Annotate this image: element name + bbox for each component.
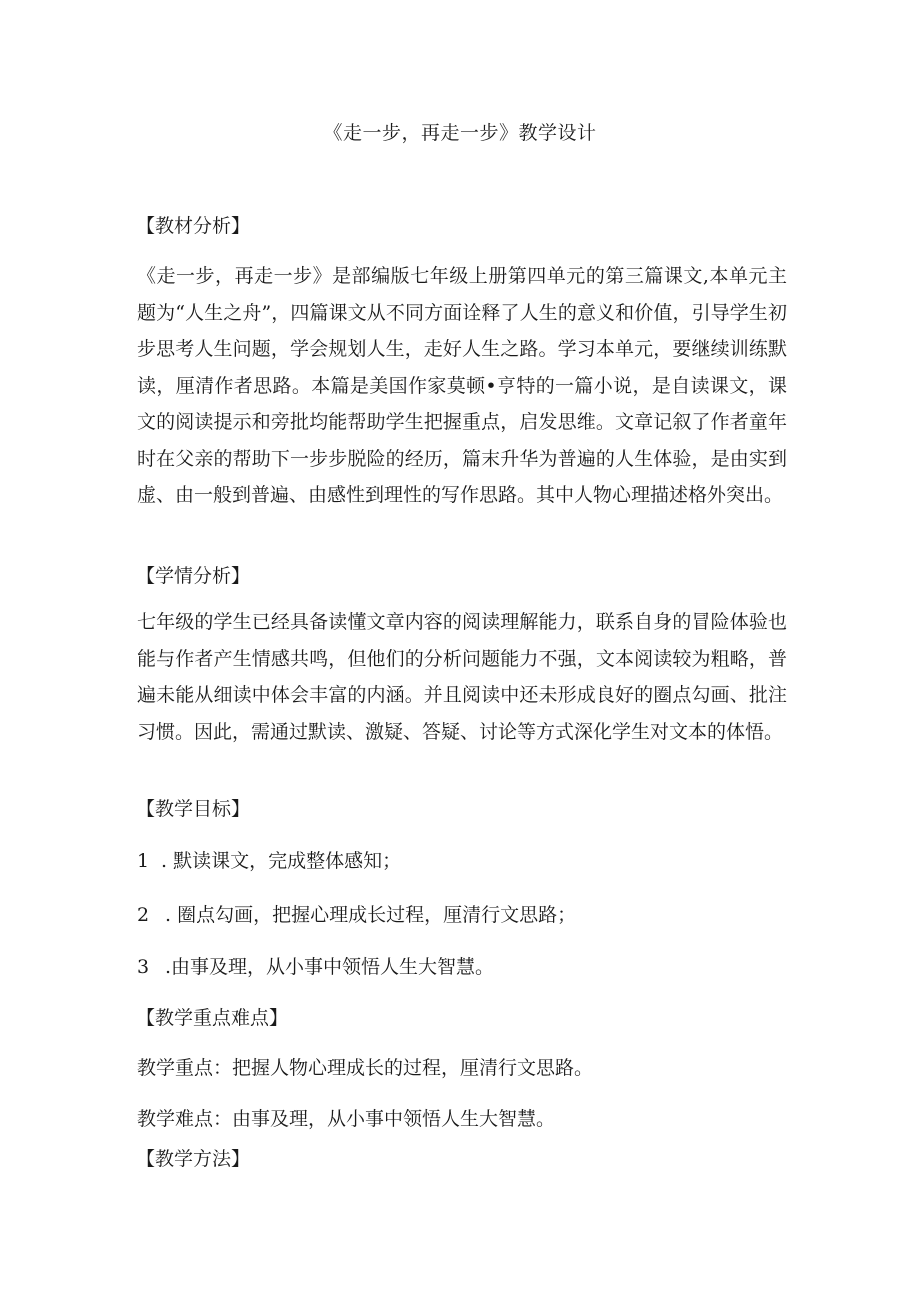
document-title: 《走一步，再走一步》教学设计	[323, 122, 597, 144]
heading-textbook-analysis: 【教材分析】	[136, 215, 251, 237]
objective-number: 3	[137, 956, 150, 978]
heading-objectives: 【教学目标】	[136, 798, 251, 820]
objective-item-3	[137, 955, 494, 979]
objective-number: 1	[137, 850, 150, 872]
objective-number: 2	[137, 904, 150, 926]
objective-text: .由事及理，从小事中领悟人生大智慧。	[165, 956, 495, 978]
key-focus-line: 教学重点：把握人物心理成长的过程，厘清行文思路。	[137, 1057, 594, 1079]
heading-learner-analysis: 【学情分析】	[136, 565, 251, 587]
heading-methods: 【教学方法】	[136, 1148, 251, 1170]
objective-item-2	[137, 903, 576, 927]
objective-text: . 圈点勾画，把握心理成长过程，厘清行文思路；	[165, 904, 577, 926]
objective-text: . 默读课文，完成整体感知；	[161, 850, 402, 872]
paragraph-textbook-analysis: 《走一步，再走一步》是部编版七年级上册第四单元的第三篇课文,本单元主题为“人生之舟”，四篇课文从不同方面诠释了人生的意义和价值，引导学生初步思考人生问题，学会规划人生，走好人生之路。学习本单元，要继续训练默读，厘清作者思路。本篇是美国作家莫顿•亨特的一篇小说，是自读课文，课文的阅读提示和旁批均能帮助学生把握重点，启发思维。文章记叙了作者童年时在父亲的帮助下一步步脱险的经历，篇末升华为普遍的人生体验，是由实到虚、由一般到普遍、由感性到理性的写作思路。其中人物心理描述格外突出。	[137, 265, 787, 506]
heading-key-points: 【教学重点难点】	[136, 1007, 289, 1029]
paragraph-learner-analysis: 七年级的学生已经具备读懂文章内容的阅读理解能力，联系自身的冒险体验也能与作者产生情感共鸣，但他们的分析问题能力不强，文本阅读较为粗略，普遍未能从细读中体会丰富的内涵。并且阅读中还未形成良好的圈点勾画、批注习惯。因此，需通过默读、激疑、答疑、讨论等方式深化学生对文本的体悟。	[137, 611, 787, 743]
objective-item-1	[137, 849, 401, 873]
key-difficulty-line: 教学难点：由事及理，从小事中领悟人生大智慧。	[137, 1108, 556, 1130]
